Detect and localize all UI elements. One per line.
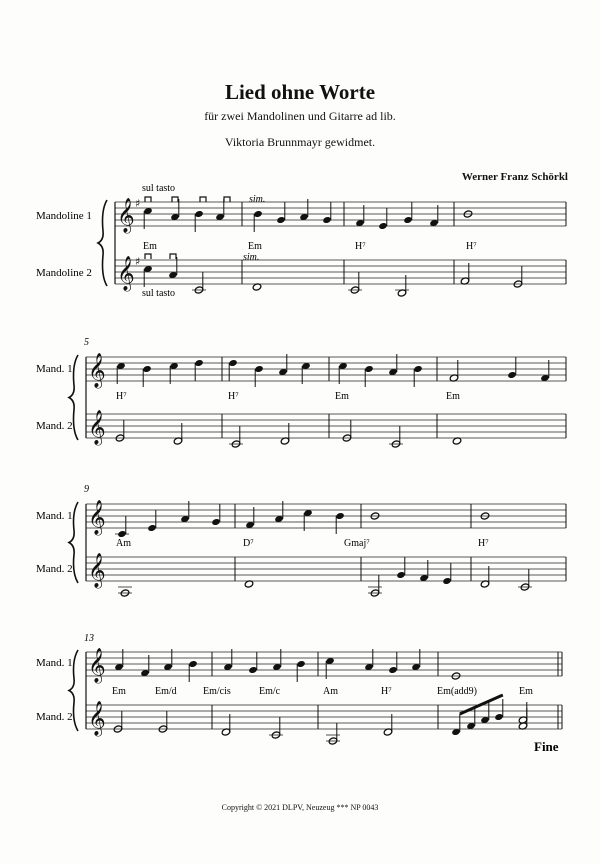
- system-4: [36, 633, 559, 754]
- part-label-1: Mandoline 1: [36, 210, 92, 222]
- treble-clef: 𝄞: [117, 256, 135, 291]
- chord-symbol: H⁷: [381, 686, 392, 697]
- chord-symbol: Em/c: [259, 686, 281, 697]
- treble-clef: 𝄞: [88, 648, 106, 683]
- part-label-2: Mandoline 2: [36, 267, 92, 279]
- chord-symbol: Em(add9): [437, 686, 477, 697]
- key-signature-sharp: ♯: [135, 197, 141, 210]
- treble-clef: 𝄞: [88, 701, 106, 736]
- chord-symbol: Em: [446, 391, 460, 402]
- treble-clef: 𝄞: [88, 553, 106, 588]
- system-1: [36, 183, 477, 299]
- down-bow-mark: [170, 254, 176, 259]
- measure-number: 9: [84, 484, 89, 495]
- treble-clef: 𝄞: [88, 353, 106, 388]
- treble-clef: 𝄞: [88, 410, 106, 445]
- chord-symbol: H⁷: [478, 538, 489, 549]
- chord-symbol: Em: [335, 391, 349, 402]
- chord-symbol: Gmaj⁷: [344, 538, 370, 549]
- piece-title: Lied ohne Worte: [224, 80, 376, 104]
- down-bow-mark: [200, 197, 206, 202]
- chord-symbol: H⁷: [116, 391, 127, 402]
- direction-sim-top: sim.: [249, 194, 266, 205]
- key-signature-sharp: ♯: [135, 255, 141, 268]
- chord-symbol: Em/cis: [203, 686, 231, 697]
- measure-number: 13: [84, 633, 94, 644]
- chord-symbol: Em/d: [155, 686, 177, 697]
- chord-symbol: Em: [112, 686, 126, 697]
- chord-symbol: H⁷: [228, 391, 239, 402]
- system-brace: [98, 200, 107, 286]
- chord-symbol: D⁷: [243, 538, 254, 549]
- treble-clef: 𝄞: [88, 500, 106, 535]
- chord-symbol: Em: [248, 241, 262, 252]
- part-label-1: Mand. 1: [36, 363, 73, 375]
- down-bow-mark: [172, 197, 178, 202]
- part-label-2: Mand. 2: [36, 711, 73, 723]
- treble-clef: 𝄞: [117, 198, 135, 233]
- down-bow-mark: [224, 197, 230, 202]
- chord-symbol: Em: [143, 241, 157, 252]
- fine-marking: Fine: [534, 739, 559, 754]
- composer: Werner Franz Schörkl: [461, 171, 568, 183]
- part-label-1: Mand. 1: [36, 510, 73, 522]
- chord-symbol: H⁷: [466, 241, 477, 252]
- piece-subtitle: für zwei Mandolinen und Gitarre ad lib.: [204, 109, 396, 123]
- measure-number: 5: [84, 337, 89, 348]
- direction-sul-tasto-top: sul tasto: [142, 183, 176, 194]
- chord-symbol: Em: [519, 686, 533, 697]
- direction-sim-bottom: sim.: [243, 252, 260, 263]
- direction-sul-tasto-bottom: sul tasto: [142, 288, 176, 299]
- down-bow-mark: [145, 254, 151, 259]
- chord-symbol: Am: [116, 538, 131, 549]
- dedication: Viktoria Brunnmayr gewidmet.: [224, 135, 376, 149]
- copyright-notice: Copyright © 2021 DLPV, Neuzeug *** NP 0043: [221, 803, 379, 812]
- part-label-2: Mand. 2: [36, 420, 73, 432]
- chord-symbol: Am: [323, 686, 338, 697]
- down-bow-mark: [145, 197, 151, 202]
- chord-symbol: H⁷: [355, 241, 366, 252]
- part-label-2: Mand. 2: [36, 563, 73, 575]
- part-label-1: Mand. 1: [36, 657, 73, 669]
